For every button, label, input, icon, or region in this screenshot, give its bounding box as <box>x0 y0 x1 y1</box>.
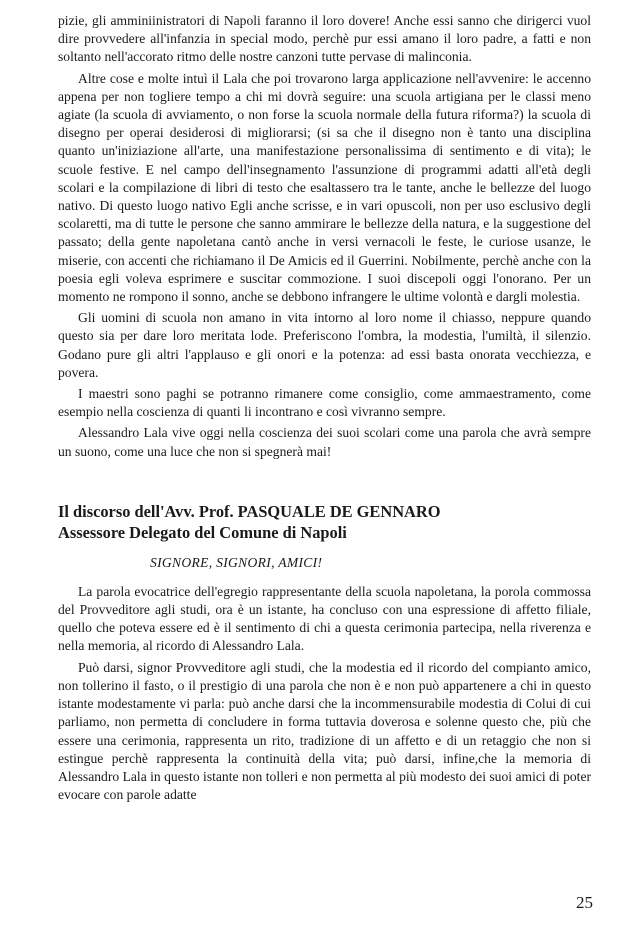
paragraph-1: pizie, gli amminiinistratori di Napoli faranno il loro dovere! Anche essi sanno che dirigerci vuol dire provvedere all'infanzia in special modo, perchè pur essi amano il loro padre, a fatti e non soltanto nell'accorato ritmo delle nostre canzoni tutte pervase di malinconia. <box>58 13 591 65</box>
paragraph-4: I maestri sono paghi se potranno rimanere come consiglio, come ammaestramento, come esempio nella coscienza di quanti li incontrano e così vivranno sempre. <box>58 386 591 420</box>
heading-line-2: Assessore Delegato del Comune di Napoli <box>58 522 347 542</box>
paragraph-3: Gli uomini di scuola non amano in vita intorno al loro nome il chiasso, neppure quando questo sia per dare loro meritata lode. Preferiscono l'ombra, la modestia, l'umiltà, il silenzio. Godano pure gli altri l'applauso e gli onori e la potenza: ad essi basta onorata vecchiezza, e povera. <box>58 310 591 380</box>
paragraph-2: Altre cose e molte intuì il Lala che poi trovarono larga applicazione nell'avvenire: le accenno appena per non togliere tempo a chi mi dovrà seguire: una scuola artigiana per le classi meno agiate (la scuola di avviamento, o non forse la scuola normale della futura riforma?) la scuola di disegno per operai desiderosi di migliorarsi; (si sa che il disegno non è tanto una disciplina quanto un'iniziazione all'arte, una manifestazione personalissima di sentimento e di vita); le scuole festive. E nel campo dell'insegnamento l'assunzione di programmi adatti all'età degli scolari e la compilazione di libri di testo che esaltassero tra le tante, anche le bellezze del luogo nativo. Di questo luogo nativo Egli anche scrisse, e in vari opuscoli, non per uso esclusivo degli scolaretti, ma di tutte le persone che sanno ammirare le bellezze della natura, e la suggestione del passato; della gente napoletana cantò anche in versi vernacoli le feste, le curiose usanze, le miserie, con accenti che richiamano il De Amicis ed il Guerrini. Nobilmente, perchè anche con la poesia egli voleva esprimere e suscitar commozione. I suoi discepoli oggi l'onorano. Per un momento ne rompono il sonno, anche se debbono infrangere le ultime volontà e dargli molestia. <box>58 70 591 305</box>
paragraph-7: Può darsi, signor Provveditore agli studi, che la modestia ed il ricordo del compianto amico, non tollerino il fasto, o il prestigio di una parola che non è e non può appartenere a chi in questo istante modestamente vi parla: può anche darsi che la incommensurabile modestia di Colui di cui parliamo, non permetta di concludere in forma tuttavia doverosa e solenne questo che, più che essere una cerimonia, rappresenta un rito, tradizione di un affetto e di un retaggio che non si estingue perchè rappresenta la continuità della vita; può darsi, infine,che la memoria di Alessandro Lala in questo istante non tolleri e non permetta al più modesto dei suoi amici di poter evocare con parole adatte <box>58 659 591 803</box>
paragraph-5: Alessandro Lala vive oggi nella coscienza dei suoi scolari come una parola che avrà sempre un suono, come una luce che non si spegnerà mai! <box>58 425 591 459</box>
paragraph-6: La parola evocatrice dell'egregio rappresentante della scuola napoletana, la porola commossa del Provveditore agli studi, ora è un istante, ha concluso con una espressione di affetto filiale, quello che poteva essere ed è il sentimento di chi a questa cerimonia partecipa, nella riverenza e nella memoria, al ricordo di Alessandro Lala. <box>58 583 591 654</box>
heading-line-1: Il discorso dell'Avv. Prof. PASQUALE DE GENNARO <box>58 501 441 521</box>
speech-heading <box>58 501 591 543</box>
page-number: 25 <box>576 893 593 912</box>
salutation: SIGNORE, SIGNORI, AMICI! <box>150 554 323 570</box>
